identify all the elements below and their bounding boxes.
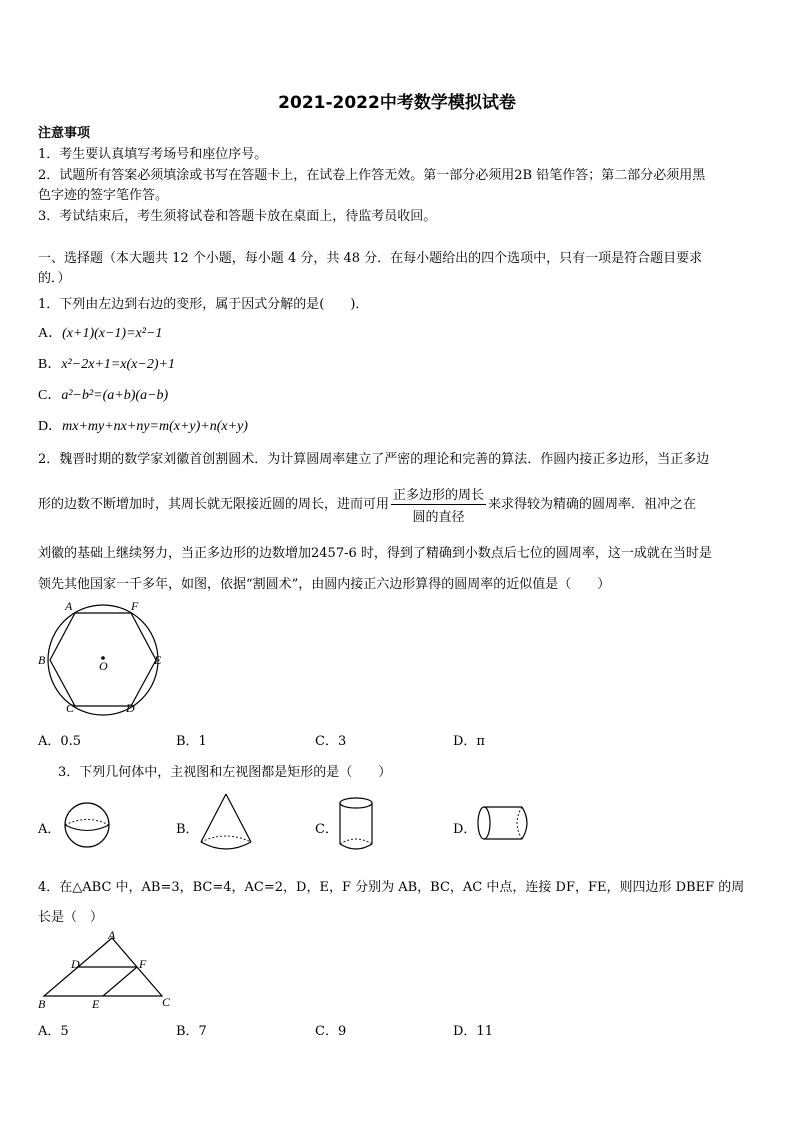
label-D: D bbox=[126, 701, 135, 715]
triangle-figure bbox=[36, 928, 176, 1012]
label-B: B bbox=[38, 653, 46, 667]
option-label: D． bbox=[38, 419, 63, 434]
question-2-line-fraction bbox=[38, 484, 696, 525]
q1-option-b[interactable] bbox=[38, 353, 175, 373]
q4-option-d[interactable]: D．11 bbox=[453, 1024, 493, 1039]
label-A: A bbox=[65, 599, 73, 613]
q2-option-c[interactable]: C．3 bbox=[315, 734, 347, 749]
q3-option-b[interactable]: B． bbox=[176, 822, 199, 837]
q4-option-c[interactable]: C．9 bbox=[315, 1024, 347, 1039]
cylinder-icon bbox=[336, 794, 380, 854]
fraction-denominator: 圆的直径 bbox=[412, 510, 465, 525]
question-2-line: 2．魏晋时期的数学家刘徽首创割圆术．为计算圆周率建立了严密的理论和完善的算法．作圆内接正多边形，当正多边 bbox=[38, 452, 710, 467]
notice-heading: 注意事项 bbox=[38, 126, 91, 141]
option-label: B． bbox=[38, 357, 62, 372]
notice-item: 3．考试结束后，考生须将试卷和答题卡放在桌面上，待监考员收回。 bbox=[38, 209, 437, 224]
horizontal-cylinder-icon bbox=[474, 802, 534, 846]
q2-option-b[interactable]: B．1 bbox=[176, 734, 207, 749]
q2-text: 来求得较为精确的圆周率．祖冲之在 bbox=[488, 497, 697, 512]
q2-option-d[interactable]: D．π bbox=[453, 734, 485, 749]
notice-item: 色字迹的签字笔作答。 bbox=[38, 188, 169, 203]
label-E: E bbox=[154, 653, 162, 667]
option-text: x²−2x+1=x(x−2)+1 bbox=[61, 357, 175, 372]
option-label: C． bbox=[38, 388, 62, 403]
q4-option-a[interactable]: A．5 bbox=[38, 1024, 69, 1039]
page-title: 2021-2022中考数学模拟试卷 bbox=[278, 93, 516, 113]
q2-fraction bbox=[391, 484, 486, 525]
q2-text: 形的边数不断增加时，其周长就无限接近圆的周长，进而可用 bbox=[38, 497, 390, 512]
sphere-icon bbox=[60, 800, 116, 850]
question-3-stem: 3．下列几何体中，主视图和左视图都是矩形的是（ ） bbox=[58, 765, 392, 780]
label-F: F bbox=[131, 599, 139, 613]
option-text: (x+1)(x−1)=x²−1 bbox=[62, 326, 163, 341]
label-E: E bbox=[92, 997, 100, 1011]
label-O: O bbox=[99, 659, 108, 673]
segment-fe bbox=[103, 967, 137, 996]
question-2-line: 刘徽的基础上继续努力，当正多边形的边数增加2457-6 时，得到了精确到小数点后七位的圆周率，这一成就在当时是 bbox=[38, 546, 712, 561]
question-4-line: 长是（ ） bbox=[38, 910, 104, 925]
label-C: C bbox=[162, 995, 171, 1009]
label-A: A bbox=[108, 928, 116, 942]
label-D: D bbox=[71, 957, 80, 971]
label-F: F bbox=[139, 957, 147, 971]
q3-option-c[interactable]: C． bbox=[315, 822, 338, 837]
question-2-line: 领先其他国家一千多年，如图，依据“割圆术”，由圆内接正六边形算得的圆周率的近似值是（ ） bbox=[38, 577, 611, 592]
option-text: mx+my+nx+ny=m(x+y)+n(x+y) bbox=[62, 419, 248, 434]
option-text: a²−b²=(a+b)(a−b) bbox=[61, 388, 169, 403]
notice-item: 2．试题所有答案必须填涂或书写在答题卡上，在试卷上作答无效。第一部分必须用2B 铅笔作答；第二部分必须用黑 bbox=[38, 168, 706, 183]
cone-icon bbox=[196, 790, 256, 858]
q1-option-c[interactable] bbox=[38, 384, 168, 404]
q1-option-a[interactable] bbox=[38, 322, 162, 342]
notice-item: 1．考生要认真填写考场号和座位序号。 bbox=[38, 147, 268, 162]
hexagon-circle-figure bbox=[36, 598, 166, 718]
fraction-numerator: 正多边形的周长 bbox=[391, 484, 486, 505]
section-heading: 一、选择题（本大题共 12 个小题，每小题 4 分，共 48 分．在每小题给出的四个选项中，只有一项是符合题目要求 bbox=[38, 251, 703, 266]
q4-option-b[interactable]: B．7 bbox=[176, 1024, 207, 1039]
label-C: C bbox=[66, 701, 75, 715]
q2-option-a[interactable]: A．0.5 bbox=[38, 734, 82, 749]
q3-option-d[interactable]: D． bbox=[453, 822, 477, 837]
label-B: B bbox=[38, 997, 46, 1011]
question-1-stem: 1．下列由左边到右边的变形，属于因式分解的是( )． bbox=[38, 297, 369, 312]
section-heading-cont: 的．） bbox=[38, 271, 71, 286]
option-label: A． bbox=[38, 326, 63, 341]
q3-option-a[interactable]: A． bbox=[38, 822, 61, 837]
q1-option-d[interactable] bbox=[38, 415, 248, 435]
question-4-line: 4．在△ABC 中，AB=3，BC=4，AC=2，D，E，F 分别为 AB，BC，AC 中点，连接 DF，FE，则四边形 DBEF 的周 bbox=[38, 880, 745, 895]
